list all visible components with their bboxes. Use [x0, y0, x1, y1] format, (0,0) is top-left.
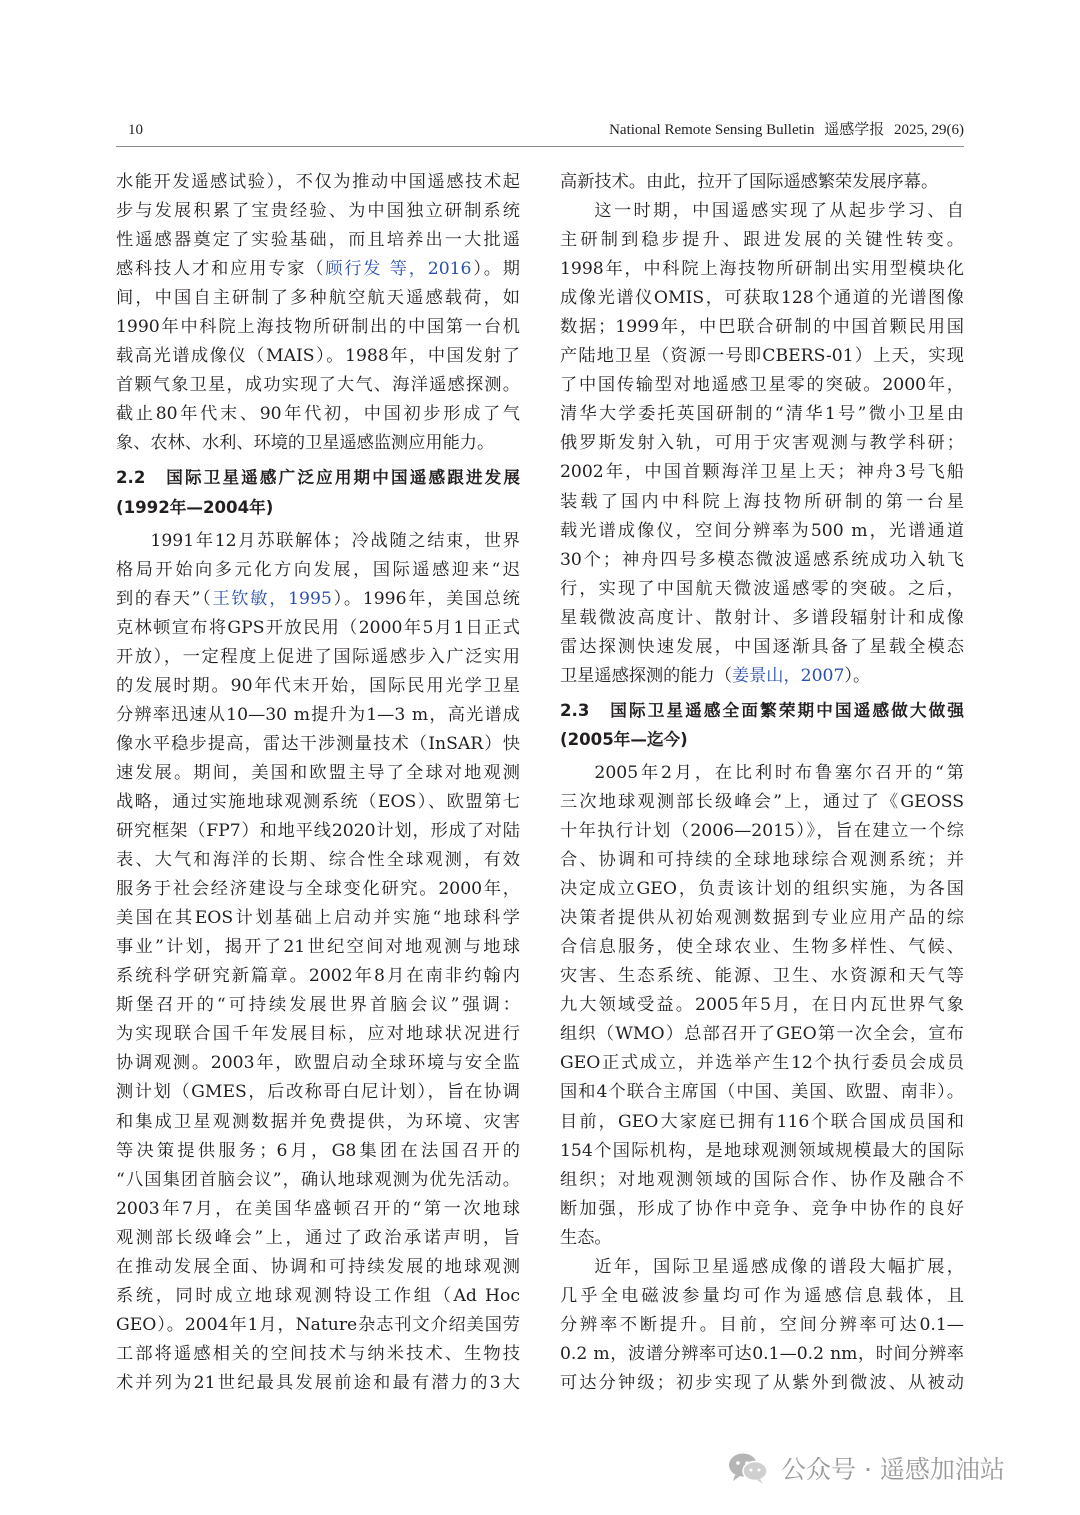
text-line: 间，中国自主研制了多种航空航天遥感载荷，如: [116, 288, 520, 309]
text-line: 近年，国际卫星遥感成像的谱段大幅扩展，: [594, 1256, 964, 1277]
text-line: GEO）。2004年1月，Nature杂志刊文介绍美国劳: [116, 1314, 520, 1335]
text-line: 1990年中科院上海技物所研制出的中国第一台机: [116, 317, 520, 338]
line-text: ）。1996年，美国总统: [331, 588, 520, 609]
text-line: 合信息服务，使全球农业、生物多样性、气候、: [560, 937, 964, 958]
text-line: 高新技术。由此，拉开了国际遥感繁荣发展序幕。: [560, 172, 939, 192]
text-line: 三次地球观测部长级峰会”上，通过了《GEOSS: [560, 791, 964, 812]
text-line: 像水平稳步提高，雷达干涉测量技术（InSAR）快: [116, 733, 520, 754]
text-line: 载光谱成像仪，空间分辨率为500 m，光谱通道: [560, 520, 964, 541]
text-line: 格局开始向多元化方向发展，国际遥感迎来“迟: [116, 559, 520, 580]
text-line: 生态。: [560, 1227, 612, 1248]
watermark-text: 公众号 · 遥感加油站: [781, 1455, 1005, 1484]
text-line: 九大领域受益。2005年5月，在日内瓦世界气象: [560, 995, 964, 1016]
text-line: 和集成卫星观测数据并免费提供，为环境、灾害: [116, 1111, 520, 1132]
text-line: 俄罗斯发射入轨，可用于灾害观测与教学科研；: [560, 433, 964, 454]
text-line: 测计划（GMES，后改称哥白尼计划），旨在协调: [116, 1082, 520, 1103]
text-line: 154个国际机构，是地球观测领域规模最大的国际: [560, 1140, 964, 1161]
text-line: 决策者提供从初始观测数据到专业应用产品的综: [560, 908, 964, 929]
text-line: [560, 662, 964, 691]
text-line: 协调观测。2003年，欧盟启动全球环境与安全监: [116, 1053, 520, 1074]
text-line: 载高光谱成像仪（MAIS）。1988年，中国发射了: [116, 346, 520, 367]
text-line: 几乎全电磁波参量均可作为遥感信息载体，且: [560, 1285, 964, 1306]
text-line: 事业”计划，揭开了21世纪空间对地观测与地球: [116, 937, 520, 958]
journal-name-en: National Remote Sensing Bulletin: [609, 122, 815, 138]
text-line: 斯堡召开的“可持续发展世界首脑会议”强调：: [116, 995, 520, 1016]
left-column: [116, 168, 520, 1398]
text-line: 水能开发遥感试验），不仅为推动中国遥感技术起: [116, 172, 520, 192]
wechat-icon: [727, 1451, 769, 1485]
text-line: 表、大气和海洋的长期、综合性全球观测，有效: [116, 850, 520, 871]
text-line: 目前，GEO大家庭已拥有116个联合国成员国和: [560, 1111, 964, 1132]
page-number: 10: [128, 122, 143, 138]
line-text: 卫星遥感探测的能力（: [560, 665, 732, 686]
text-line: 研究框架（FP7）和地平线2020计划，形成了对陆: [116, 821, 520, 842]
text-line: 在推动发展全面、协调和可持续发展的地球观测: [116, 1256, 520, 1277]
line-text: 到的春天”（: [116, 588, 213, 609]
text-line: 数据；1999年，中巴联合研制的中国首颗民用国: [560, 317, 964, 338]
text-line: 分辨率不断提升。目前，空间分辨率可达0.1—: [560, 1314, 964, 1335]
text-line: 2005年2月，在比利时布鲁塞尔召开的“第: [594, 762, 964, 783]
journal-name-cn: 遥感学报: [824, 122, 885, 138]
text-line: 1998年，中科院上海技物所研制出实用型模块化: [560, 259, 964, 280]
citation-link[interactable]: 姜景山，2007: [731, 665, 845, 686]
text-line: 装载了国内中科院上海技物所研制的第一台星: [560, 491, 964, 512]
text-line: 成像光谱仪OMIS，可获取128个通道的光谱图像: [560, 288, 964, 309]
text-line: 星载微波高度计、散射计、多谱段辐射计和成像: [560, 607, 964, 628]
text-line: 行，实现了中国航天微波遥感零的突破。之后，: [560, 578, 964, 599]
text-line: 1991年12月苏联解体；冷战随之结束，世界: [150, 530, 520, 551]
text-line: 清华大学委托英国研制的“清华1号”微小卫星由: [560, 404, 964, 425]
text-line: 战略，通过实施地球观测系统（EOS）、欧盟第七: [116, 791, 520, 812]
text-line: 美国在其EOS计划基础上启动并实施“地球科学: [116, 908, 520, 929]
line-text: ）。: [844, 665, 871, 686]
text-line: 系统，同时成立地球观测特设工作组（Ad Hoc: [116, 1285, 520, 1306]
section-heading: 2.3 国际卫星遥感全面繁荣期中国遥感做大做强: [560, 700, 964, 720]
text-line: 了中国传输型对地遥感卫星零的突破。2000年，: [560, 375, 964, 396]
text-line: 可达分钟级；初步实现了从紫外到微波、从被动: [560, 1372, 964, 1393]
section-heading: (2005年—迄今): [560, 729, 688, 749]
section-heading: 2.2 国际卫星遥感广泛应用期中国遥感跟进发展: [116, 468, 520, 488]
text-line: 为实现联合国千年发展目标，应对地球状况进行: [116, 1024, 520, 1045]
text-line: 这一时期，中国遥感实现了从起步学习、自: [594, 201, 964, 222]
text-line: [116, 585, 520, 614]
text-line: 决定成立GEO，负责该计划的组织实施，为各国: [560, 879, 964, 900]
text-line: 合、协调和可持续的全球地球综合观测系统；并: [560, 850, 964, 871]
running-header: [116, 118, 964, 147]
text-line: 服务于社会经济建设与全球变化研究。2000年，: [116, 879, 520, 900]
text-line: 首颗气象卫星，成功实现了大气、海洋遥感探测。: [116, 375, 520, 396]
text-line: 象、农林、水利、环境的卫星遥感监测应用能力。: [116, 433, 495, 454]
line-text: 感科技人才和应用专家（: [116, 259, 326, 280]
journal-info: [603, 118, 964, 142]
section-heading: (1992年—2004年): [116, 497, 274, 517]
text-line: 截止80年代末、90年代初，中国初步形成了气: [116, 404, 520, 425]
text-line: 等决策提供服务；6月，G8集团在法国召开的: [116, 1140, 520, 1161]
text-line: 2003年7月，在美国华盛顿召开的“第一次地球: [116, 1198, 520, 1219]
citation-link[interactable]: 顾行发 等，2016: [325, 259, 472, 280]
text-line: 克林顿宣布将GPS开放民用（2000年5月1日正式: [116, 617, 520, 638]
text-line: “八国集团首脑会议”，确认地球观测为优先活动。: [116, 1169, 520, 1190]
text-line: 组织；对地观测领域的国际合作、协作及融合不: [560, 1169, 964, 1190]
text-line: 主研制到稳步提升、跟进发展的关键性转变。: [560, 230, 964, 251]
text-line: [116, 255, 520, 284]
text-line: 观测部长级峰会”上，通过了政治承诺声明，旨: [116, 1227, 520, 1248]
text-line: 分辨率迅速从10—30 m提升为1—3 m，高光谱成: [116, 704, 520, 725]
text-line: 30个；神舟四号多模态微波遥感系统成功入轨飞: [560, 549, 964, 570]
text-line: 性遥感器奠定了实验基础，而且培养出一大批遥: [116, 230, 520, 251]
text-line: 工部将遥感相关的空间技术与纳米技术、生物技: [116, 1343, 520, 1364]
text-line: 十年执行计划（2006—2015）》，旨在建立一个综: [560, 821, 964, 842]
text-line: 灾害、生态系统、能源、卫生、水资源和天气等: [560, 966, 964, 987]
text-line: 组织（WMO）总部召开了GEO第一次全会，宣布: [560, 1024, 964, 1045]
journal-volume: 2025, 29(6): [894, 122, 964, 138]
watermark: [727, 1448, 1005, 1488]
text-line: 雷达探测快速发展，中国逐渐具备了星载全模态: [560, 636, 964, 657]
citation-link[interactable]: 王钦敏，1995: [212, 588, 332, 609]
text-line: 0.2 m，波谱分辨率可达0.1—0.2 nm，时间分辨率: [560, 1343, 964, 1364]
text-line: 2002年，中国首颗海洋卫星上天；神舟3号飞船: [560, 462, 964, 483]
text-line: 的发展时期。90年代末开始，国际民用光学卫星: [116, 675, 520, 696]
text-line: 术并列为21世纪最具发展前途和最有潜力的3大: [116, 1372, 520, 1393]
text-line: 速发展。期间，美国和欧盟主导了全球对地观测: [116, 762, 520, 783]
text-line: 开放），一定程度上促进了国际遥感步入广泛实用: [116, 646, 520, 667]
text-line: GEO正式成立，并选举产生12个执行委员会成员: [560, 1053, 964, 1074]
text-line: 产陆地卫星（资源一号即CBERS-01）上天，实现: [560, 346, 964, 367]
text-line: 国和4个联合主席国（中国、美国、欧盟、南非）。: [560, 1082, 964, 1103]
text-line: 系统科学研究新篇章。2002年8月在南非约翰内: [116, 966, 520, 987]
text-line: 步与发展积累了宝贵经验、为中国独立研制系统: [116, 201, 520, 222]
right-column: [560, 168, 964, 1398]
line-text: ）。期: [471, 259, 520, 280]
text-line: 断加强，形成了协作中竞争、竞争中协作的良好: [560, 1198, 964, 1219]
